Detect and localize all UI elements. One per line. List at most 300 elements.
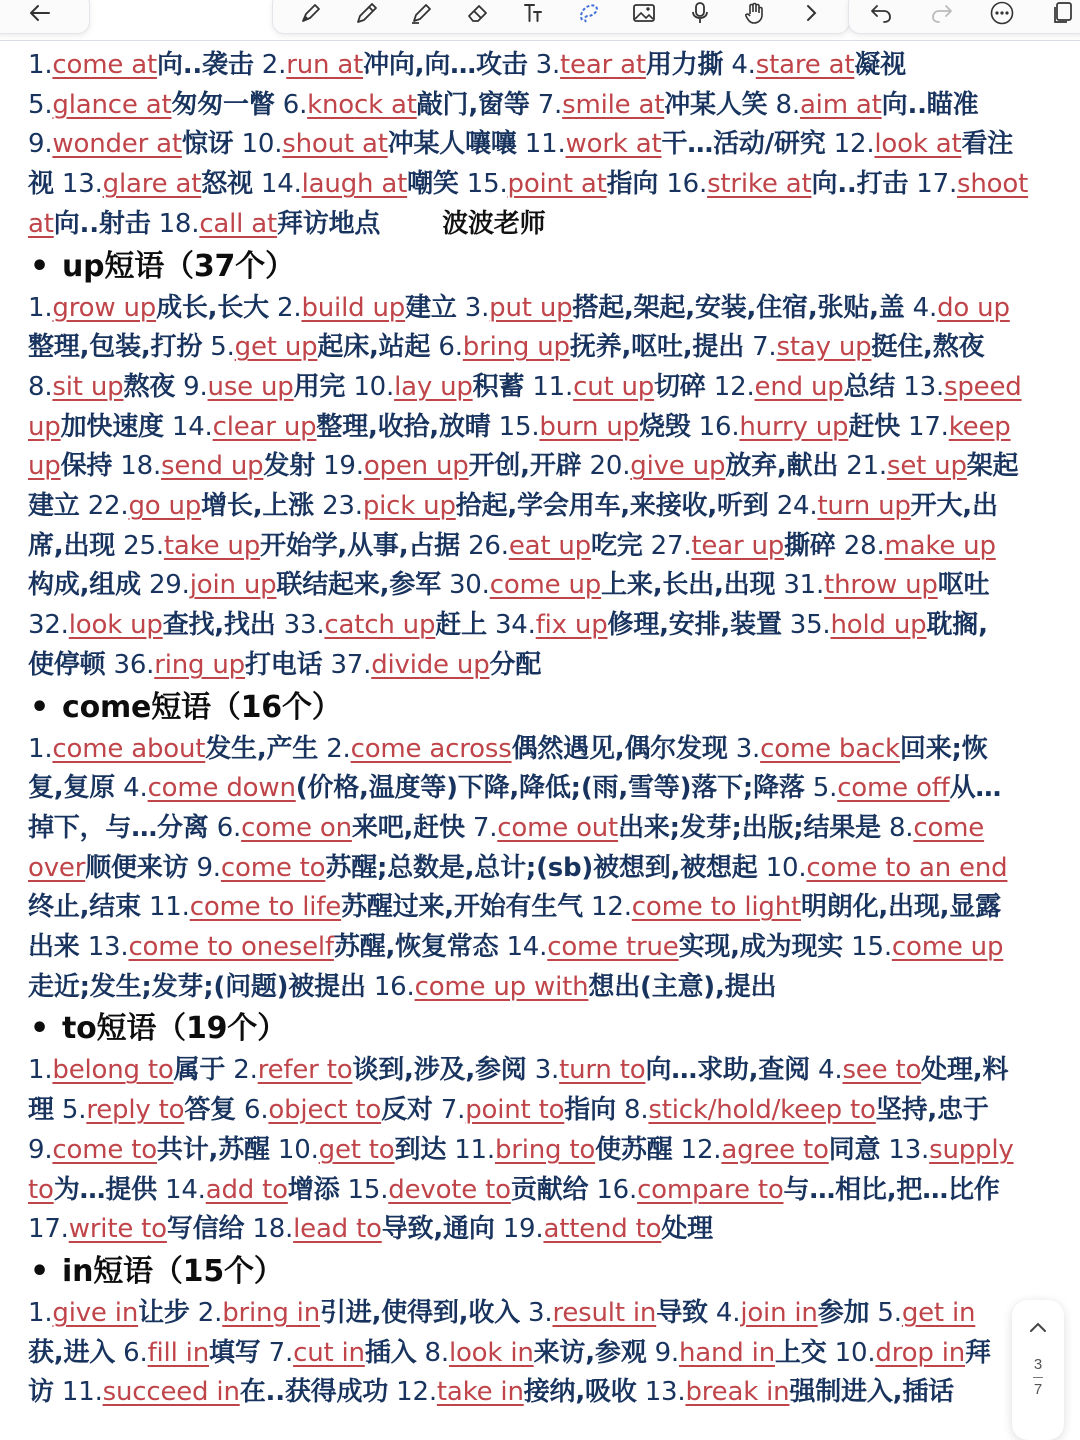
eraser-icon[interactable] [464,0,492,27]
phrase-number: 3. [735,733,761,764]
spacer [318,734,326,764]
chinese-meaning: 处理,料 [921,1055,1009,1086]
english-phrase: make up [884,530,996,561]
phrase-number: 5. [28,89,53,120]
spacer [527,1055,535,1085]
phrase-number: 10. [353,371,395,402]
chinese-meaning: 实现,成为现实 [678,932,844,963]
back-arrow-icon[interactable] [26,0,54,27]
english-phrase: bring up [462,332,570,363]
spacer [366,972,374,1002]
english-phrase: cut in [293,1337,365,1368]
spacer [54,1377,62,1407]
phrase-number: 9. [28,129,53,160]
phrase-number: 9. [654,1337,680,1368]
chinese-meaning: 烧毁 [638,411,691,442]
phrase-line [28,46,1050,86]
spacer [487,610,495,640]
top-toolbar [0,0,1080,41]
english-phrase: ring up [154,649,245,680]
phrase-line [28,1373,1050,1413]
chinese-meaning: 为…提供 [53,1174,157,1205]
chinese-meaning: 分配 [489,649,542,680]
phrase-line [28,888,1050,928]
english-phrase: do up [937,292,1010,323]
chinese-meaning: 获,进入 [28,1337,116,1368]
spacer [758,853,766,883]
redo-icon[interactable] [928,0,956,27]
spacer [528,50,536,80]
spacer [441,570,449,600]
chinese-meaning: 保持 [60,451,113,482]
phrase-line [28,730,1050,770]
chinese-meaning: 拾起,学会用车,来接收,听到 [455,491,769,522]
phrase-number: 18. [252,1214,294,1245]
chinese-meaning: 建立 [405,292,457,323]
spacer [261,1338,269,1368]
spacer [236,1095,244,1125]
english-phrase: catch up [324,610,436,641]
chinese-meaning: 席,出现 [28,530,116,561]
phrase-number: 19. [502,1214,544,1245]
chinese-meaning: 向..射击 [53,208,151,239]
english-phrase: hold up [830,610,927,641]
phrase-number: 14. [171,411,213,442]
english-phrase: come to life [189,892,342,923]
english-phrase: devote to [388,1174,511,1205]
phrase-number: 8. [888,812,914,843]
english-phrase: join up [189,570,277,601]
english-phrase: bring in [222,1297,320,1328]
chinese-meaning: 熬夜 [123,371,176,402]
phrase-number: 24. [776,491,818,522]
chinese-meaning: 向..瞄准 [881,89,979,120]
chinese-meaning: 增长,上涨 [201,491,314,522]
english-phrase: hurry up [739,411,849,442]
phrase-number: 16. [666,169,708,200]
chinese-meaning: 同意 [828,1134,881,1165]
chinese-meaning: 让步 [138,1297,190,1328]
bullet-icon: • [30,1253,49,1289]
chinese-meaning: 属于 [173,1055,226,1086]
phrase-line [28,408,1050,448]
fountain-pen-icon[interactable] [297,0,325,27]
phrase-number: 14. [506,932,548,963]
english-phrase: over [28,852,86,883]
english-phrase: come to an end [806,852,1008,883]
phrase-number: 33. [283,610,325,641]
phrase-number: 16. [698,411,740,442]
spacer [673,1135,681,1165]
chinese-meaning: 插入 [364,1337,417,1368]
chevron-right-icon[interactable] [797,0,825,27]
chinese-meaning: 理 [28,1095,54,1126]
english-phrase: point to [465,1095,565,1126]
chinese-meaning: 增添 [287,1174,340,1205]
spacer [190,1298,198,1328]
spacer [495,1214,503,1244]
chinese-meaning: 冲某人笑 [664,89,768,120]
spacer [843,932,851,962]
phrase-number: 21. [846,451,887,482]
english-phrase: look in [448,1337,534,1368]
english-phrase: fix up [535,610,608,641]
phrase-number: 10. [241,129,283,160]
spacer [460,531,468,561]
english-phrase: cut up [573,371,655,402]
phrase-number: 20. [589,451,631,482]
spacer [54,169,62,199]
english-phrase: see to [842,1055,922,1086]
chinese-meaning: 挺住,熬夜 [871,332,985,363]
chinese-meaning: 填写 [208,1337,261,1368]
chinese-meaning: 修理,安排,装置 [607,610,782,641]
phrase-line [28,487,1050,527]
highlighter-icon[interactable] [408,0,436,27]
bullet-icon: • [30,689,49,725]
english-phrase: put up [489,292,573,323]
chinese-meaning: 敲门,窗等 [416,89,530,120]
note-page [28,46,1050,1413]
bullet-icon: • [30,248,49,284]
phrase-number: 16. [596,1174,638,1205]
phrase-number: 4. [715,1297,741,1328]
chinese-meaning: 苏醒过来,开始有生气 [341,892,583,923]
chinese-meaning: 访 [28,1377,54,1408]
microphone-icon[interactable] [686,0,714,27]
spacer [810,1055,818,1085]
english-phrase: lay up [394,371,473,402]
english-phrase: add to [205,1174,288,1205]
chinese-meaning: 整理,收拾,放晴 [316,411,491,442]
phrase-number: 3. [535,50,561,80]
spacer [805,773,813,803]
chinese-meaning: 整理,包装,打扮 [28,332,203,363]
english-phrase: laugh at [301,169,408,200]
spacer [157,1175,165,1205]
phrase-number: 1. [28,1297,53,1328]
spacer [80,491,88,521]
phrase-number: 11. [454,1134,495,1165]
total-page-count: 7 [1033,1381,1043,1398]
phrase-line [28,205,1050,245]
chevron-up-icon[interactable] [1026,1316,1050,1340]
chinese-meaning: 匆匆一瞥 [171,89,275,120]
section-heading [28,1006,1050,1052]
phrase-number: 13. [888,1134,930,1165]
phrase-number: 32. [28,610,69,641]
chinese-meaning: 坚持,忠于 [875,1095,989,1126]
phrase-number: 26. [468,530,509,561]
phrase-line [28,606,1050,646]
phrase-number: 4. [731,50,756,80]
english-phrase: lead to [293,1214,382,1245]
english-phrase: succeed in [102,1377,240,1408]
text-tool-icon[interactable] [519,0,547,27]
english-phrase: divide up [371,649,490,680]
chinese-meaning: 构成,组成 [28,570,141,601]
spacer [254,50,262,80]
phrase-number: 25. [123,530,164,561]
phrase-number: 13. [87,932,129,963]
chinese-meaning: 指向 [564,1095,616,1126]
chinese-meaning: 上来,长出,出现 [601,570,776,601]
spacer [270,1135,278,1165]
english-phrase: grow up [52,292,157,323]
phrase-number: 17. [28,1214,69,1245]
phrase-number: 22. [87,491,129,522]
english-phrase: refer to [257,1055,353,1086]
phrase-number: 16. [373,971,415,1002]
spacer [905,293,913,323]
chinese-meaning: 掉下，与…分离 [28,812,209,843]
english-phrase: come to [220,852,326,883]
phrase-number: 13. [61,169,103,200]
spacer [647,1338,655,1368]
english-phrase: attend to [543,1214,662,1245]
english-phrase: come down [147,773,296,804]
phrase-number: 9. [183,371,208,402]
english-phrase: knock at [307,89,417,120]
lasso-icon[interactable] [575,0,603,27]
spacer [164,412,172,442]
phrase-number: 14. [164,1174,206,1205]
phrase-number: 3. [464,292,490,323]
chinese-meaning: 嘲笑 [407,169,459,200]
phrase-line [28,1051,1050,1091]
phrase-number: 7. [268,1337,294,1368]
chinese-meaning: 发生,产生 [205,733,319,764]
chinese-meaning: 撕碎 [784,530,836,561]
chinese-meaning: 到达 [394,1134,447,1165]
english-phrase: take up [163,530,261,561]
phrase-line [28,1210,1050,1250]
chinese-meaning: 视 [28,169,54,200]
english-phrase: stare at [755,50,855,80]
section-heading [28,244,1050,290]
chinese-meaning: 搭起,架起,安装,住宿,张贴,盖 [572,292,905,323]
english-phrase: sit up [52,371,124,402]
section-heading [28,1249,1050,1295]
chinese-meaning: 明朗化,出现,显露 [800,892,1001,923]
spacer [728,734,736,764]
english-phrase: fill in [147,1337,209,1368]
spacer [315,451,323,481]
phrase-number: 6. [282,89,308,120]
phrase-line [28,1131,1050,1171]
phrase-number: 11. [532,371,574,402]
chinese-meaning: 起床,站起 [317,332,431,363]
phrase-number: 13. [644,1377,686,1408]
english-phrase: tear at [560,50,646,80]
phrase-line [28,646,1050,686]
phrase-number: 15. [498,411,540,442]
spacer [881,813,889,843]
spacer [115,531,123,561]
phrase-number: 27. [650,530,692,561]
phrase-number: 6. [244,1095,269,1126]
english-phrase: join in [740,1297,818,1328]
spacer [253,169,261,199]
spacer [520,1298,528,1328]
chinese-meaning: 导致,通向 [381,1214,495,1245]
author-watermark: 波波老师 [442,208,546,239]
spacer [314,491,322,521]
chinese-meaning: 指向 [606,169,659,200]
spacer [826,129,834,159]
phrase-line [28,328,1050,368]
english-phrase: stay up [776,332,872,363]
spacer [769,491,777,521]
english-phrase: use up [207,371,294,402]
chinese-meaning: 使苏醒 [595,1134,673,1165]
chinese-meaning: 出来 [28,932,80,963]
chinese-meaning: 开始学,从事,占据 [260,530,460,561]
chinese-meaning: 拜访地点 [277,208,381,239]
spacer [233,129,241,159]
english-phrase: look at [874,129,962,160]
english-phrase: burn up [539,411,639,442]
chinese-meaning: 出来;发芽;出版;结果是 [618,812,881,843]
hand-icon[interactable] [741,0,769,27]
phrase-number: 29. [148,570,190,601]
spacer [141,570,149,600]
english-phrase: clear up [212,411,317,442]
english-phrase: shoot [957,169,1029,200]
english-phrase: throw up [824,570,938,601]
english-phrase: glare at [102,169,202,200]
chinese-meaning: 加快速度 [60,411,164,442]
chinese-meaning: 怒视 [201,169,253,200]
phrase-number: 18. [158,208,200,239]
spacer [581,451,589,481]
spacer [465,813,473,843]
spacer [275,90,283,120]
chinese-meaning: 冲向,向…攻击 [363,50,528,80]
chinese-meaning: 来吧,赶快 [351,812,465,843]
phrase-number: 8. [28,371,53,402]
chinese-meaning: 来访,参观 [533,1337,647,1368]
chinese-meaning: 终止,结束 [28,892,141,923]
chinese-meaning: 苏醒,恢复常态 [333,932,499,963]
phrase-number: 1. [28,733,53,764]
phrase-number: 5. [61,1095,87,1126]
spacer [691,412,699,442]
english-phrase: reply to [86,1095,185,1126]
phrase-line [28,447,1050,487]
spacer [80,932,88,962]
page-scroller[interactable] [1012,1300,1064,1440]
chinese-meaning: 用完 [293,371,346,402]
phrase-number: 9. [196,852,221,883]
english-phrase: strike at [707,169,812,200]
english-phrase: turn up [817,491,911,522]
phrase-line [28,368,1050,408]
toolbar-left-group [0,0,90,34]
phrase-number: 3. [534,1055,560,1086]
chinese-meaning: 回来;恢 [899,733,988,764]
spacer [151,209,159,239]
english-phrase: belong to [52,1055,174,1086]
phrase-number: 2. [233,1055,258,1086]
pencil-icon[interactable] [353,0,381,27]
spacer [446,1135,454,1165]
phrase-line [28,527,1050,567]
phrase-number: 2. [326,733,351,764]
chinese-meaning: 切碎 [654,371,706,402]
phrase-number: 11. [148,892,190,923]
chinese-meaning: 向…求助,查阅 [645,1055,810,1086]
english-phrase: get to [318,1134,395,1165]
english-phrase: come about [52,733,206,764]
phrase-number: 2. [197,1297,223,1328]
english-phrase: come at [52,50,157,80]
phrase-line [28,165,1050,205]
chinese-meaning: 凝视 [854,50,906,80]
english-phrase: call at [199,208,277,239]
spacer [517,129,525,159]
chinese-meaning: 联结起来,参军 [276,570,441,601]
english-phrase: up [28,451,61,482]
chinese-meaning: 偶然遇见,偶尔发现 [511,733,728,764]
phrase-line [28,928,1050,968]
pages-icon[interactable] [1049,0,1077,27]
chinese-meaning: 反对 [381,1095,433,1126]
phrase-number: 36. [113,649,155,680]
phrase-line [28,849,1050,889]
english-phrase: to [28,1174,54,1205]
spacer [433,1095,441,1125]
chinese-meaning: 走近;发生;发芽;(问题)被提出 [28,971,366,1002]
chinese-meaning: 使停顿 [28,649,106,680]
phrase-line [28,125,1050,165]
phrase-number: 15. [851,932,892,963]
phrase-number: 5. [812,773,838,804]
chinese-meaning: 顺便来访 [85,852,189,883]
spacer [530,90,538,120]
chinese-meaning: 从… [949,773,1002,804]
chinese-meaning: 上交 [774,1337,827,1368]
chinese-meaning: 架起 [966,451,1019,482]
english-phrase: pick up [362,491,456,522]
phrase-number: 17. [908,411,949,442]
spacer [767,90,775,120]
phrase-number: 4. [123,773,148,804]
english-phrase: supply [929,1134,1014,1165]
chinese-meaning: 共计,苏醒 [156,1134,270,1165]
phrase-number: 12. [713,371,755,402]
phrase-number: 4. [818,1055,843,1086]
english-phrase: open up [363,451,469,482]
english-phrase: drop in [875,1337,966,1368]
spacer [339,1175,347,1205]
image-icon[interactable] [630,0,658,27]
chinese-meaning: 成长,长大 [156,292,269,323]
undo-icon[interactable] [867,0,895,27]
english-phrase: result in [552,1297,657,1328]
more-icon[interactable] [988,0,1016,27]
toolbar-right-group [848,0,1080,34]
phrase-number: 6. [216,812,242,843]
phrase-number: 12. [833,129,875,160]
spacer [706,372,714,402]
english-phrase: tear up [691,530,785,561]
phrase-line [28,1091,1050,1131]
phrase-number: 15. [347,1174,389,1205]
spacer [457,293,465,323]
english-phrase: bring to [494,1134,596,1165]
phrase-number: 17. [916,169,958,200]
